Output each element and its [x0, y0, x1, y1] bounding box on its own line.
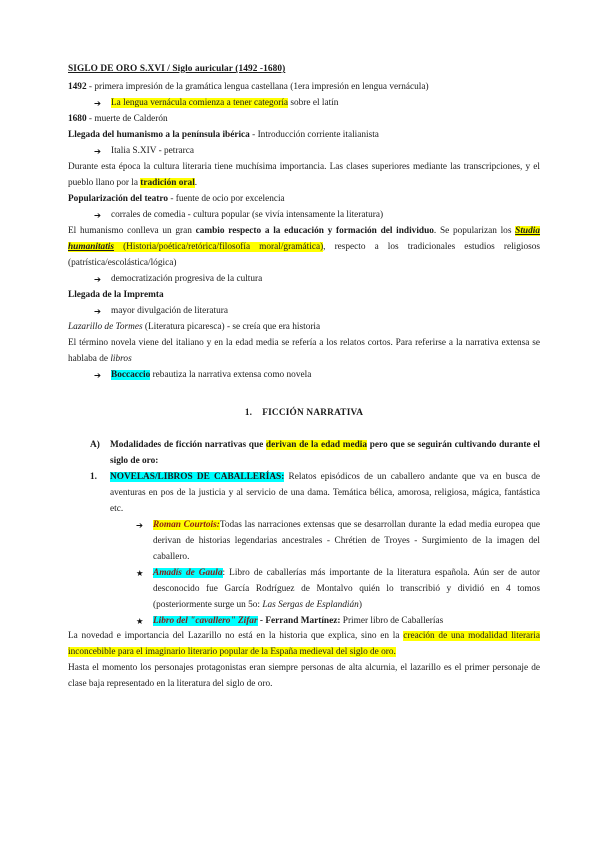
highlight-novelas-caballerias: NOVELAS/LIBROS DE CABALLERÍAS: [110, 471, 285, 482]
star-bullet-icon: ★ [136, 567, 144, 578]
amadis-title: Amadís de Gaula [153, 567, 223, 578]
arrow-bullet-icon: ➔ [94, 209, 102, 220]
line-impremta [68, 288, 540, 304]
subitem-roman-courtois [68, 518, 540, 566]
para-cultura-literaria-b: . [194, 177, 198, 188]
bullet-boccaccio [68, 368, 540, 384]
amadis-text: : Libro de caballerías más importante de la literatura española. Aún ser de autor desconocido fue García Rodríguez de Montalvo quién lo transcribió y dividió en 4 tomos (posteriormente surge un 5o: [153, 567, 540, 610]
arrow-bullet-icon: ➔ [94, 145, 102, 156]
subitem-amadis-de-gaula [68, 566, 540, 614]
para-cultura-literaria [68, 160, 540, 192]
para-termino-novela [68, 336, 540, 368]
arrow-bullet-icon: ➔ [94, 273, 102, 284]
bullet-corrales [68, 208, 540, 224]
impremta-bold: Llegada de la Impremta [68, 289, 164, 300]
para-humanismo-a: El humanismo conlleva un gran [68, 225, 196, 236]
item-1-body-text: Relatos episódicos de un caballero andante que va en busca de aventuras en pos de la justicia y al servicio de una dama. Temática bélica, amorosa, religiosa, mágica, fantástica etc. [110, 471, 540, 514]
highlight-creacion-modalidad: creación de una modalidad literaria inconcebible para el imaginario literario popular de la España medieval del siglo de oro. [68, 631, 540, 658]
zifar-title: Libro del "cavallero" Zifar [153, 615, 258, 626]
sergas-esplandian-title: Las Sergas de Esplandián [262, 599, 359, 610]
lazarillo-title: Lazarillo de Tormes [68, 321, 143, 332]
subitem-amadis-body [153, 566, 540, 614]
para-cultura-literaria-a: Durante esta época la cultura literaria tiene muchísima importancia. Las clases superiores mediante las transcripciones, y el pueblo llano por la [68, 161, 540, 188]
section-heading [68, 406, 540, 422]
line-1492-text: - primera impresión de la gramática lengua castellana (1era impresión en lengua vernácula) [86, 81, 429, 92]
lazarillo-text: (Literatura picaresca) - se creía que era historia [142, 321, 321, 332]
highlight-tradicion-oral: tradición oral [140, 177, 195, 188]
studia-humanitatis-parens: (Historia/poética/retórica/filosofía moral/gramática) [114, 241, 324, 252]
arrow-bullet-icon: ➔ [94, 369, 102, 380]
line-lazarillo [68, 320, 540, 336]
bullet-italia-text: Italia S.XIV - petrarca [111, 145, 194, 156]
arrow-bullet-icon: ➔ [136, 519, 144, 530]
item-A-pre: Modalidades de ficción narrativas que [110, 439, 266, 450]
star-bullet-icon: ★ [136, 615, 144, 626]
arrow-bullet-icon: ➔ [94, 97, 102, 108]
novedad-lazarillo-a: La novedad e importancia del Lazarillo no está en la historia que explica, sino en la [68, 631, 404, 642]
year-1492: 1492 [68, 81, 87, 92]
para-humanismo-c: , respecto a los tradicionales estudios religiosos (patrística/escolástica/lógica) [68, 241, 541, 268]
section-number: 1. [244, 407, 253, 418]
list-marker-1: 1. [90, 471, 97, 482]
list-item-A [68, 438, 540, 470]
bullet-corrales-text: corrales de comedia - cultura popular (se vivía intensamente la literatura) [111, 209, 384, 220]
arrow-bullet-icon: ➔ [94, 305, 102, 316]
subitem-zifar-body [153, 614, 540, 630]
teatro-bold: Popularización del teatro [68, 193, 169, 204]
para-humanismo-educacion [68, 224, 540, 272]
bullet-lengua-vernacula-tail: sobre el latín [288, 97, 339, 108]
line-1680 [68, 112, 540, 128]
bullet-divulgacion [68, 304, 540, 320]
para-novedad-lazarillo [68, 629, 540, 661]
teatro-text: - fuente de ocio por excelencia [168, 193, 285, 204]
roman-courtois-text: Todas las narraciones extensas que se desarrollan durante la edad media europea que derivan de historias legendarias ancestrales - Chrétien de Troyes - Surgimiento de la imagen del caballero. [153, 519, 541, 562]
humanismo-bold: Llegada del humanismo a la península ibérica [68, 129, 250, 140]
bullet-boccaccio-tail: rebautiza la narrativa extensa como novela [150, 369, 312, 380]
zifar-text: Primer libro de Caballerías [340, 615, 444, 626]
line-teatro [68, 192, 540, 208]
bullet-lengua-vernacula [68, 96, 540, 112]
personajes-protagonistas-text: Hasta el momento los personajes protagonistas eran siempre personas de alta alcurnia, el lazarillo es el primer personaje de clase baja representado en la literatura del siglo de oro. [68, 663, 540, 690]
subitem-libro-cavallero-zifar [68, 614, 540, 630]
list-item-1-body [110, 470, 540, 518]
roman-courtois-title: Roman Courtois: [153, 519, 220, 530]
line-1492 [68, 80, 540, 96]
bullet-boccaccio-text [111, 368, 540, 384]
line-humanismo [68, 128, 540, 144]
para-humanismo-b: . Se popularizan los [433, 225, 516, 236]
item-A-post: pero que se seguirán cultivando durante el siglo de oro: [110, 439, 540, 466]
zifar-author: - Ferrand Martínez: [257, 615, 341, 626]
humanismo-text: - Introducción corriente italianista [249, 129, 379, 140]
highlight-edad-media: derivan de la edad media [265, 439, 368, 450]
bullet-lengua-vernacula-text [111, 96, 540, 112]
para-personajes-protagonistas [68, 661, 540, 693]
highlight-boccaccio: Boccaccio [111, 369, 151, 380]
page-title: SIGLO DE ORO S.XVI / Siglo auricular (1492 -1680) [68, 64, 286, 74]
bullet-democratizacion-text: democratización progresiva de la cultura [111, 273, 263, 284]
humanismo-cambio-bold: cambio respecto a la educación y formación del individuo [195, 225, 434, 236]
amadis-text-tail: ) [358, 599, 362, 610]
line-1680-text: - muerte de Calderón [86, 113, 168, 124]
year-1680: 1680 [68, 113, 87, 124]
list-item-1 [68, 470, 540, 518]
libros-italic: libros [110, 353, 132, 364]
list-item-A-body [110, 438, 540, 470]
bullet-democratizacion [68, 272, 540, 288]
bullet-italia [68, 144, 540, 160]
highlight-lengua-vernacula: La lengua vernácula comienza a tener categoría [111, 97, 289, 108]
studia-humanitatis-title: Studia humanitatis [68, 225, 540, 252]
bullet-divulgacion-text: mayor divulgación de literatura [111, 305, 228, 316]
section-title: FICCIÓN NARRATIVA [262, 407, 364, 418]
para-termino-novela-a: El término novela viene del italiano y en la edad media se refería a los relatos cortos. Para referirse a la narrativa extensa se hablaba de [68, 337, 540, 364]
list-marker-A: A) [90, 439, 100, 450]
subitem-roman-courtois-body [153, 518, 540, 566]
